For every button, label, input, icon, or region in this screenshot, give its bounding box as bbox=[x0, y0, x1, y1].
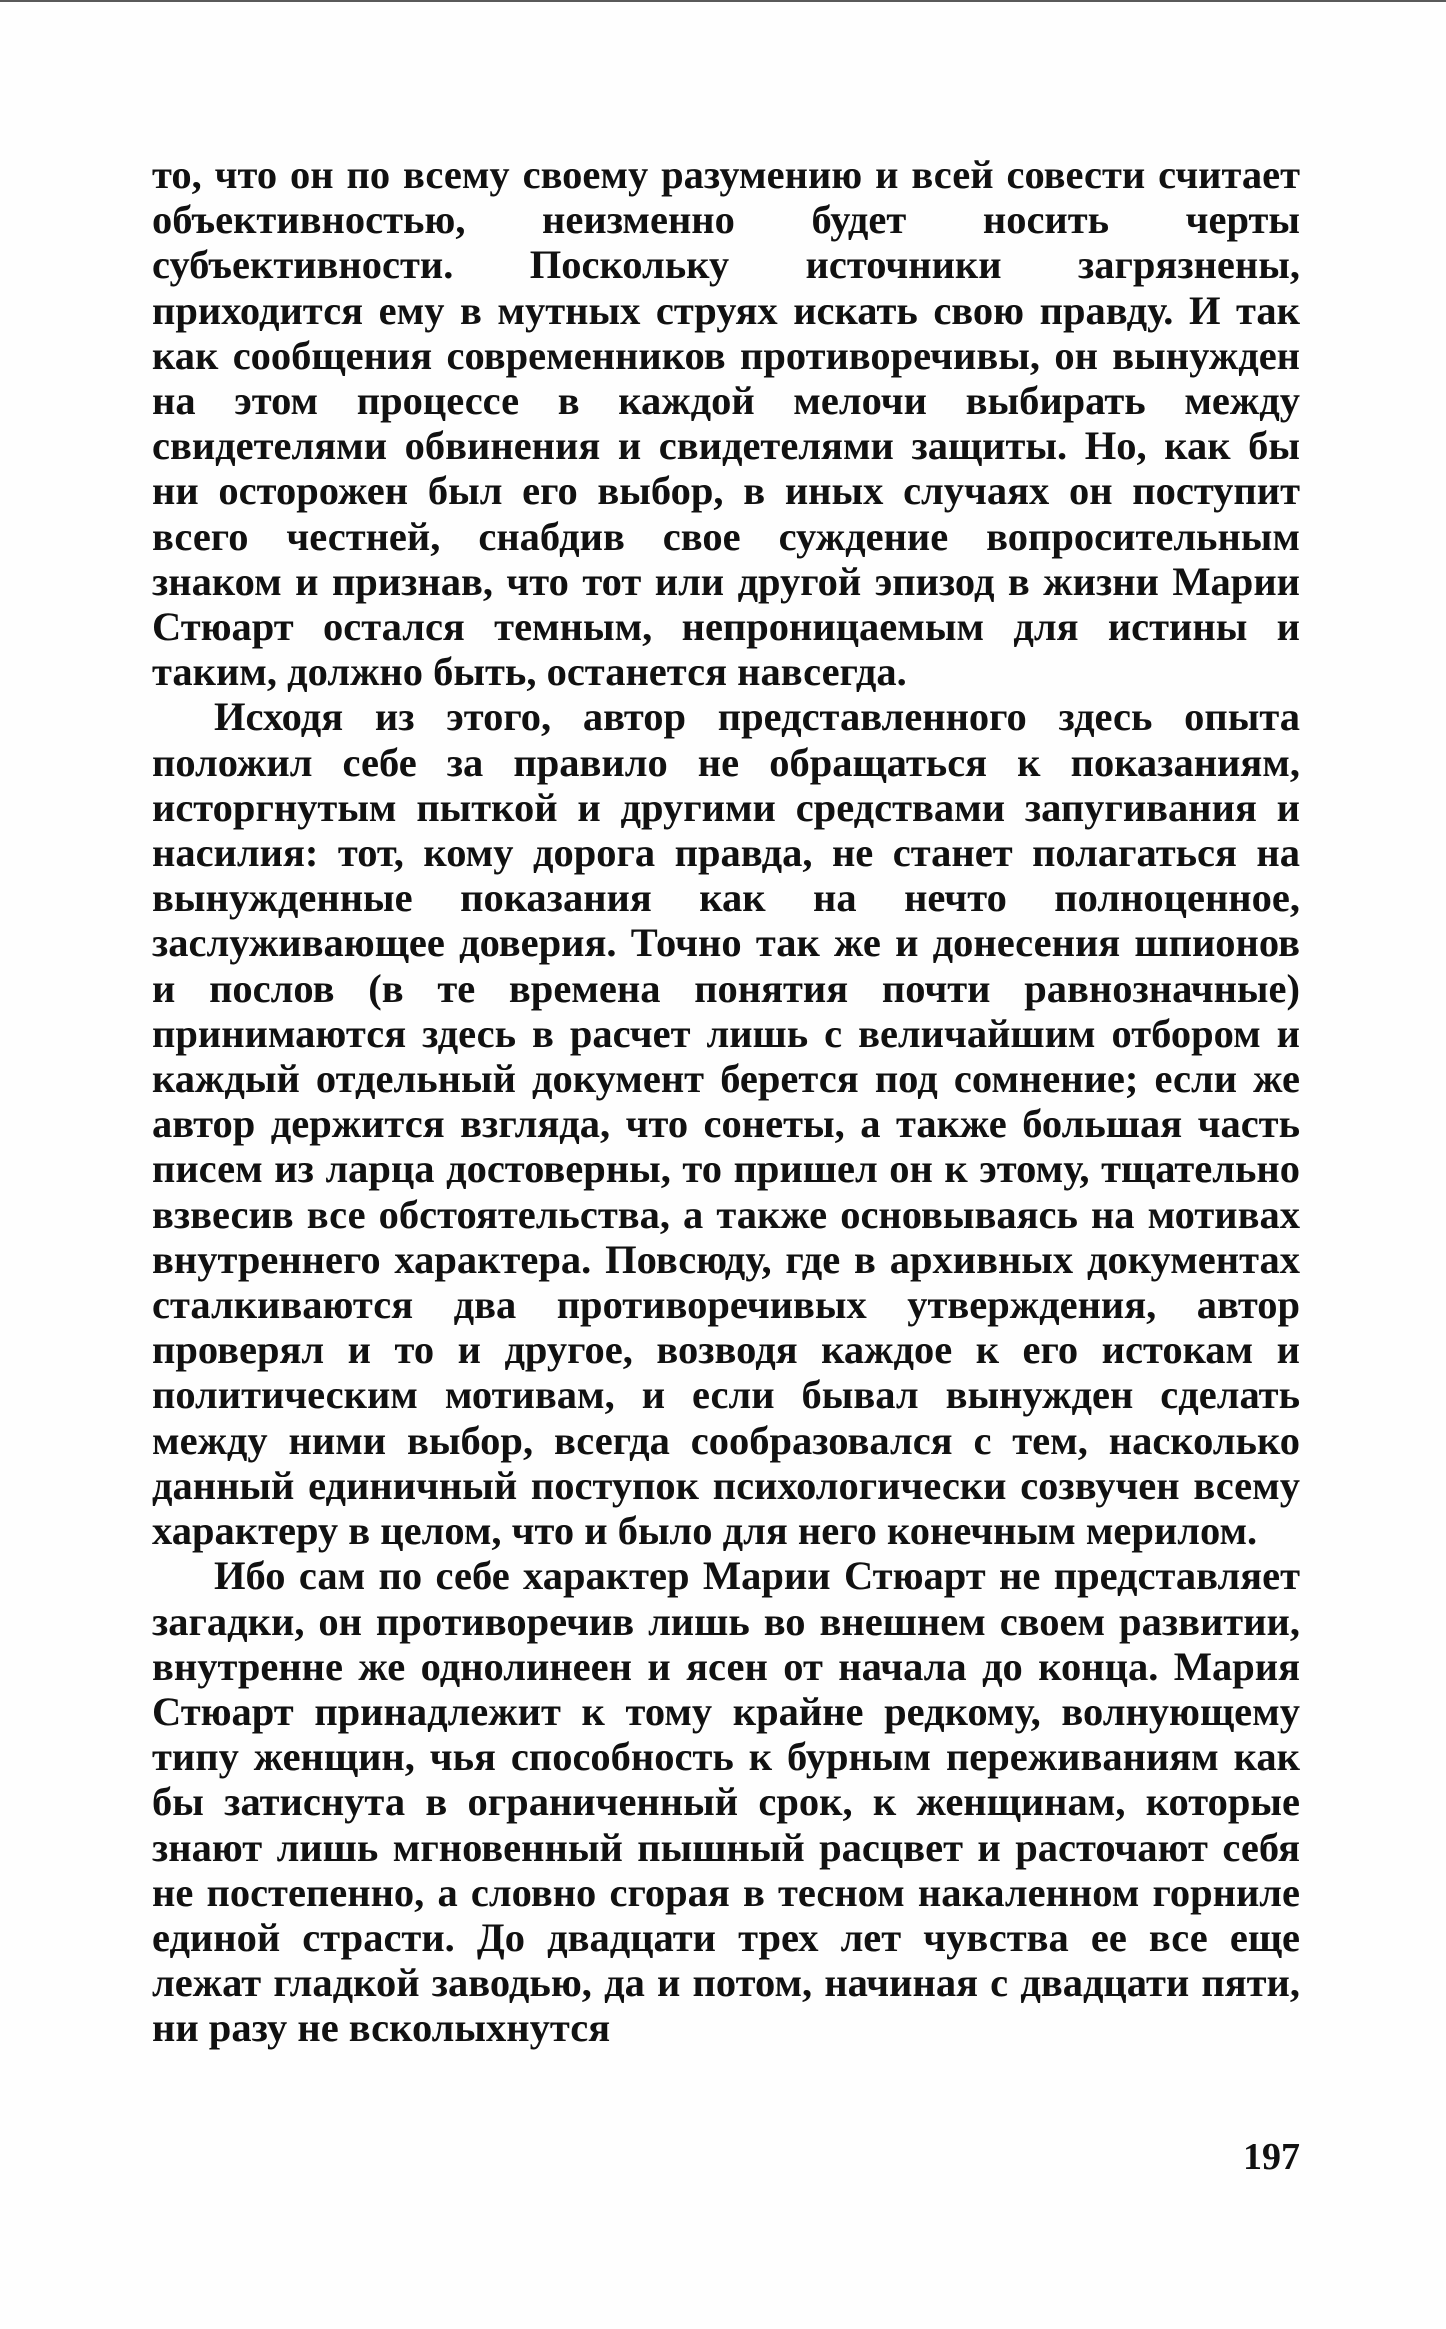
page-number: 197 bbox=[1243, 2136, 1300, 2178]
paragraph-1: то, что он по всему своему разумению и всей совести считает объективностью, неизменно будет носить черты субъективности. Поскольку источники загрязнены, приходится ему в мутных струях искать свою правду. И так как сообщения современников противоречивы, он вынужден на этом процессе в каждой мелочи выбирать между свидетелями обвинения и свидетелями защиты. Но, как бы ни осторожен был его выбор, в иных случаях он поступит всего честней, снабдив свое суждение вопросительным знаком и признав, что тот или другой эпизод в жизни Марии Стюарт остался темным, непроницаемым для истины и таким, должно быть, останется навсегда. bbox=[152, 152, 1300, 695]
paragraph-2: Исходя из этого, автор представленного здесь опыта положил себе за правило не обращаться к показаниям, исторгнутым пыткой и другими средствами запугивания и насилия: тот, кому дорога правда, не станет полагаться на вынужденные показания как на нечто полноценное, заслуживающее доверия. Точно так же и донесения шпионов и послов (в те времена понятия почти равнозначные) принимаются здесь в расчет лишь с величайшим отбором и каждый отдельный документ берется под сомнение; если же автор держится взгляда, что сонеты, а также большая часть писем из ларца достоверны, то пришел он к этому, тщательно взвесив все обстоятельства, а также основываясь на мотивах внутреннего характера. Повсюду, где в архивных документах сталкиваются два противоречивых утверждения, автор проверял и то и другое, возводя каждое к его истокам и политическим мотивам, и если бывал вынужден сделать между ними выбор, всегда сообразовался с тем, насколько данный единичный поступок психологически созвучен всему характеру в целом, что и было для него конечным мерилом. bbox=[152, 694, 1300, 1554]
body-text bbox=[152, 152, 1300, 2051]
paragraph-3: Ибо сам по себе характер Марии Стюарт не представляет загадки, он противоречив лишь во внешнем своем развитии, внутренне же однолинеен и ясен от начала до конца. Мария Стюарт принадлежит к тому крайне редкому, волнующему типу женщин, чья способность к бурным переживаниям как бы затиснута в ограниченный срок, к женщинам, которые знают лишь мгновенный пышный расцвет и расточают себя не постепенно, а словно сгорая в тесном накаленном горниле единой страсти. До двадцати трех лет чувства ее все еще лежат гладкой заводью, да и потом, начиная с двадцати пяти, ни разу не всколыхнутся bbox=[152, 1553, 1300, 2051]
page-top-edge bbox=[0, 0, 1446, 2]
